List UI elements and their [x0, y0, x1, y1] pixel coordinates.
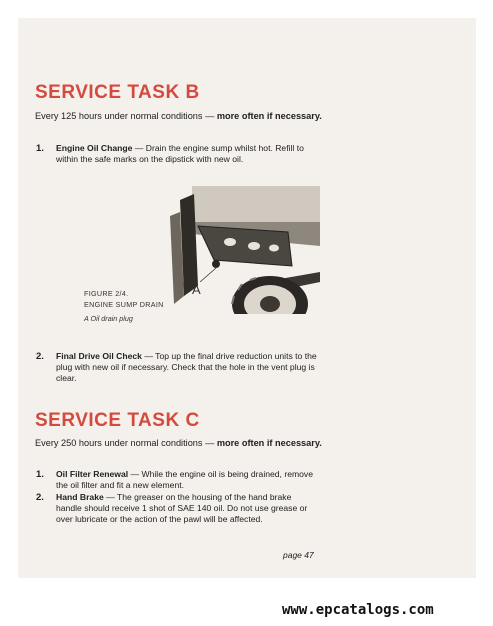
engine-sump-illustration: [170, 186, 320, 322]
task-c-item-2: [36, 492, 318, 525]
task-b-intro-emphasis: more often if necessary.: [216, 111, 322, 121]
item-text: — Drain the engine sump whilst hot. Refill to within the safe marks on the dipstick with new oil.: [56, 143, 304, 164]
task-b-intro-text: Every 125 hours under normal conditions —: [35, 111, 217, 121]
item-number: 1.: [36, 469, 44, 480]
task-b-intro: [35, 110, 340, 122]
page-number: page 47: [283, 550, 314, 560]
figure-legend: A Oil drain plug: [84, 314, 133, 323]
task-c-intro: [35, 437, 340, 449]
task-c-heading: SERVICE TASK C: [35, 410, 200, 431]
item-text: — While the engine oil is being drained, remove the oil filter and fit a new element.: [56, 469, 313, 490]
task-b-item-2: [36, 351, 318, 384]
item-number: 1.: [36, 143, 44, 154]
item-label: Hand Brake: [56, 492, 104, 502]
item-label: Engine Oil Change: [56, 143, 133, 153]
item-text: — The greaser on the housing of the hand brake handle should receive 1 shot of SAE 140 oil. Do not use grease or over lubricate or the action of the pawl will be affected.: [56, 492, 308, 524]
task-b-heading: SERVICE TASK B: [35, 82, 200, 103]
figure-number: FIGURE 2/4.: [84, 289, 129, 298]
watermark-url: www.epcatalogs.com: [282, 602, 434, 618]
task-c-intro-text: Every 250 hours under normal conditions —: [35, 438, 217, 448]
item-label: Oil Filter Renewal: [56, 469, 129, 479]
task-b-item-1: [36, 143, 318, 165]
item-number: 2.: [36, 492, 44, 503]
figure-title: ENGINE SUMP DRAIN: [84, 300, 164, 309]
item-label: Final Drive Oil Check: [56, 351, 142, 361]
task-c-intro-emphasis: more often if necessary.: [216, 438, 322, 448]
item-text: — Top up the final drive reduction units to the plug with new oil if necessary. Check that the hole in the vent plug is clear.: [56, 351, 317, 383]
item-number: 2.: [36, 351, 44, 362]
callout-a: A: [192, 282, 201, 297]
task-c-item-1: [36, 469, 318, 491]
